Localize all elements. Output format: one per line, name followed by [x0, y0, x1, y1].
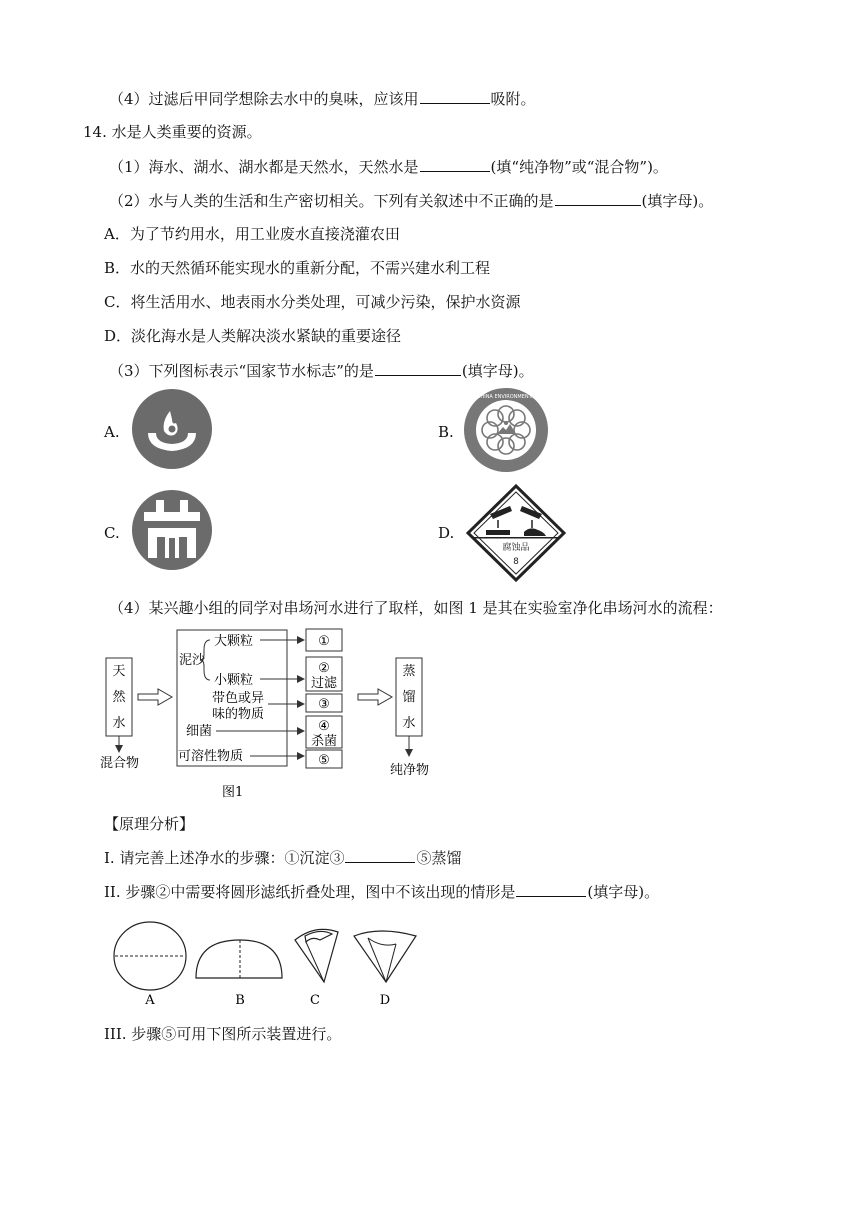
q13-item4-prefix: （4）过滤后甲同学想除去水中的臭味，应该用 [109, 90, 419, 108]
water-pipe-emblem-icon[interactable] [132, 490, 212, 570]
figure-1-caption: 图1 [222, 785, 244, 800]
q14-item2-prefix: （2）水与人类的生活和生产密切相关。下列有关叙述中不正确的是 [109, 192, 554, 210]
filter-c-cone [295, 929, 338, 982]
mixture-label: 混合物 [100, 756, 140, 771]
option-c: C．将生活用水、地表雨水分类处理，可减少污染，保护水资源 [104, 293, 521, 311]
bacteria-label: 细菌 [186, 724, 213, 739]
answer-blank[interactable] [375, 360, 461, 376]
analysis-title: 【原理分析】 [104, 815, 195, 833]
icon-option-c-label: C. [104, 524, 120, 542]
q14-item2 [109, 190, 713, 211]
option-b: B．水的天然循环能实现水的重新分配，不需兴建水利工程 [104, 259, 491, 277]
step-3: ③ [318, 697, 330, 712]
step-4-number: ④ [318, 719, 330, 734]
q14-item3-suffix: (填字母)。 [461, 362, 534, 380]
analysis-3: III. 步骤⑤可用下图所示装置进行。 [104, 1025, 342, 1043]
distilled-water-char-3: 水 [402, 716, 416, 731]
q14-item3-prefix: （3）下列图标表示“国家节水标志”的是 [109, 362, 374, 380]
q14-item4: （4）某兴趣小组的同学对串场河水进行了取样，如图 1 是其在实验室净化串场河水的流程： [109, 599, 723, 617]
distilled-water-char-1: 蒸 [402, 664, 416, 679]
analysis-2-prefix: II. 步骤②中需要将圆形滤纸折叠处理，图中不该出现的情形是 [104, 883, 516, 901]
step-2-number: ② [318, 661, 330, 676]
q14-item1 [109, 156, 668, 177]
water-saving-emblem-icon[interactable] [132, 389, 212, 469]
analysis-1 [104, 847, 461, 868]
sand-label: 泥沙 [179, 653, 206, 668]
answer-blank[interactable] [516, 881, 586, 897]
answer-blank[interactable] [345, 847, 415, 863]
option-a: A．为了节约用水，用工业废水直接浇灌农田 [104, 225, 400, 243]
option-d: D．淡化海水是人类解决淡水紧缺的重要途径 [104, 327, 402, 345]
natural-water-char-2: 然 [112, 690, 126, 705]
distilled-water-char-2: 馏 [402, 690, 416, 705]
corrosive-hazard-icon[interactable] [466, 484, 566, 582]
filter-d-cone [354, 931, 416, 982]
hollow-arrow-left [138, 689, 172, 705]
analysis-2-suffix: (填字母)。 [587, 883, 660, 901]
step-5: ⑤ [318, 753, 330, 768]
hollow-arrow-right [358, 689, 392, 705]
question-number: 14. [83, 123, 107, 141]
answer-blank[interactable] [555, 190, 641, 206]
filter-a-label: A [145, 993, 155, 1008]
step-1: ① [318, 634, 330, 649]
answer-blank[interactable] [420, 156, 490, 172]
filter-d-label: D [379, 993, 391, 1008]
filter-c-label: C [310, 993, 320, 1008]
filter-paper-folding-figure [110, 918, 430, 1010]
q13-item4 [109, 88, 536, 109]
pure-substance-label: 纯净物 [390, 763, 430, 778]
question-stem: 水是人类重要的资源。 [111, 123, 262, 141]
q13-item4-suffix: 吸附。 [490, 90, 536, 108]
step-4-text: 杀菌 [310, 734, 338, 749]
step-2-text: 过滤 [310, 676, 338, 691]
analysis-2 [104, 881, 659, 902]
icon-option-a-label: A. [104, 423, 120, 441]
icon-option-d-label: D. [438, 524, 455, 542]
purification-flow-diagram [100, 624, 460, 799]
color-odor-label-1: 带色或异 [212, 691, 265, 706]
q14-item2-suffix: (填字母)。 [641, 192, 714, 210]
natural-water-char-1: 天 [112, 664, 126, 679]
environmental-label-icon[interactable] [445, 387, 567, 473]
color-odor-label-2: 味的物质 [212, 707, 265, 722]
hazard-class-number: 8 [513, 557, 519, 567]
icon-option-b-label: B. [438, 423, 454, 441]
soluble-matter-label: 可溶性物质 [178, 749, 244, 764]
filter-b-semicircle [196, 940, 282, 978]
q14-item3 [109, 360, 534, 381]
natural-water-char-3: 水 [112, 716, 126, 731]
q14-item1-prefix: （1）海水、湖水、湖水都是天然水，天然水是 [109, 158, 419, 176]
analysis-1-suffix: ⑤蒸馏 [416, 849, 462, 867]
analysis-1-prefix: I. 请完善上述净水的步骤：①沉淀③ [104, 849, 345, 867]
hazard-label: 腐蚀品 [502, 543, 530, 553]
filter-b-label: B [235, 993, 245, 1008]
q14-stem [83, 122, 262, 142]
answer-blank[interactable] [420, 88, 490, 104]
environmental-label-text: 中国环境标志 CHINA ENVIRONMENTAL LABELLING [445, 394, 567, 400]
big-particles-label: 大颗粒 [214, 634, 254, 649]
small-particles-label: 小颗粒 [214, 673, 254, 688]
q14-item1-suffix: (填“纯净物”或“混合物”)。 [490, 158, 668, 176]
